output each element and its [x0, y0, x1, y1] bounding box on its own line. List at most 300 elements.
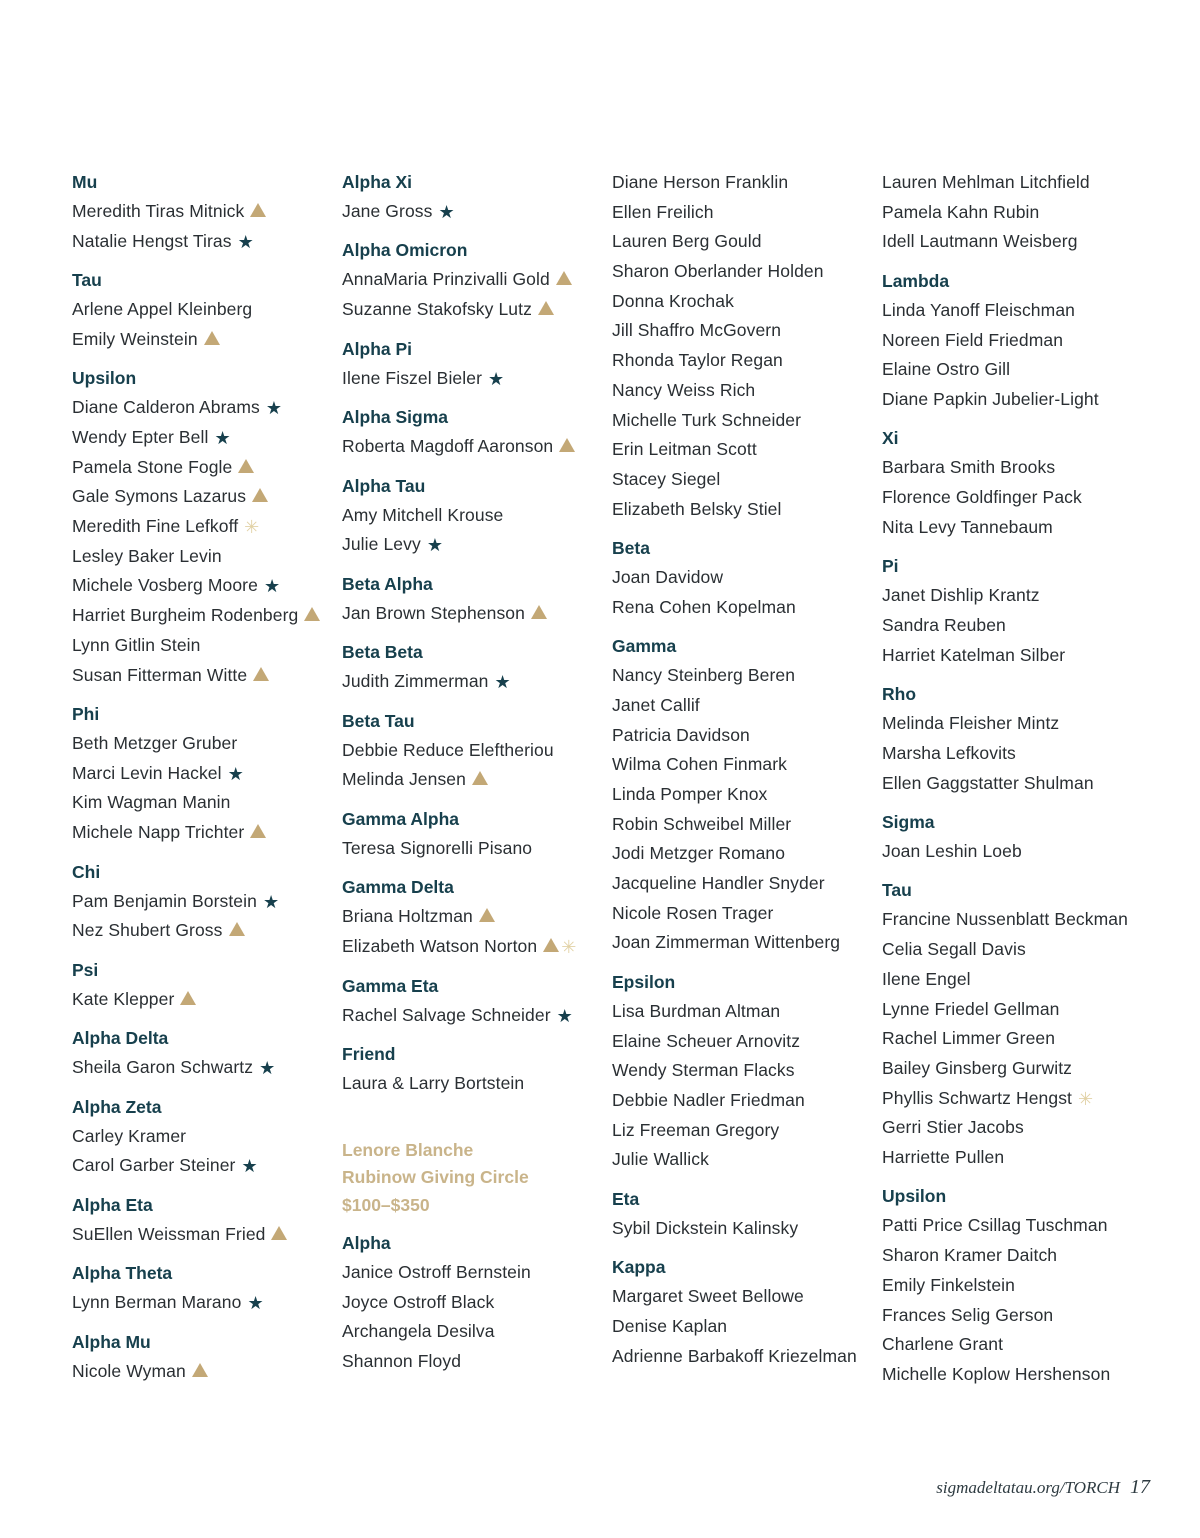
navy-star-icon: ★ [426, 535, 444, 556]
gold-flower-icon: ✳ [561, 937, 577, 958]
navy-star-icon: ★ [241, 1156, 258, 1177]
donor-name-text: Elaine Scheuer Arnovitz [612, 1030, 801, 1051]
donor-name [882, 168, 1144, 198]
donor-name-text: Barbara Smith Brooks [882, 457, 1056, 478]
donor-name-text: Francine Nussenblatt Beckman [882, 909, 1128, 930]
donor-name-text: Diane Calderon Abrams [72, 397, 260, 418]
donor-name [342, 1258, 604, 1288]
chapter-heading: Alpha Zeta [72, 1096, 162, 1117]
donor-name [72, 325, 334, 355]
donor-name [882, 1271, 1144, 1301]
navy-star-icon: ★ [556, 1005, 573, 1026]
donor-name-text: Idell Lautmann Weisberg [882, 231, 1078, 252]
donor-name-text: Nicole Rosen Trager [612, 902, 774, 923]
donor-name [72, 631, 334, 661]
donor-name [342, 1347, 604, 1377]
chapter-heading: Sigma [882, 811, 935, 832]
chapter-heading: Gamma Delta [342, 877, 454, 898]
donor-name [612, 227, 874, 257]
donor-name [612, 810, 874, 840]
donor-name-text: Nita Levy Tannebaum [882, 516, 1053, 537]
donor-name [342, 432, 604, 462]
chapter-heading: Pi [882, 556, 899, 577]
donor-name [612, 316, 874, 346]
chapter-heading: Upsilon [882, 1186, 947, 1207]
donor-name [342, 599, 604, 629]
donor-name-text: Lesley Baker Levin [72, 545, 222, 566]
donor-name [882, 1084, 1144, 1114]
chapter-heading: Phi [72, 704, 100, 725]
donor-name-text: Ellen Gaggstatter Shulman [882, 772, 1094, 793]
donor-name-text: Rena Cohen Kopelman [612, 596, 796, 617]
donor-name-text: Sheila Garon Schwartz [72, 1057, 254, 1078]
donor-name-text: Lynn Gitlin Stein [72, 634, 201, 655]
donor-name [612, 1056, 874, 1086]
donor-name [882, 837, 1144, 867]
donor-name [882, 1024, 1144, 1054]
donor-name [342, 197, 604, 227]
gold-triangle-icon [204, 331, 220, 345]
donor-name [882, 1143, 1144, 1173]
donor-name-text: Marci Levin Hackel [72, 762, 222, 783]
donor-name-text: Gerri Stier Jacobs [882, 1117, 1024, 1138]
donor-name [882, 355, 1144, 385]
donor-name [882, 385, 1144, 415]
chapter-heading: Eta [612, 1188, 640, 1209]
chapter-heading: Gamma Eta [342, 975, 439, 996]
donor-name-text: Wendy Epter Bell [72, 427, 209, 448]
donor-name-text: Elizabeth Watson Norton [342, 936, 538, 957]
donor-name-text: Nez Shubert Gross [72, 920, 223, 941]
donor-name [882, 1360, 1144, 1390]
donor-name [72, 1151, 334, 1181]
donor-name [72, 729, 334, 759]
chapter-heading: Alpha Sigma [342, 407, 448, 428]
donor-name-text: Nicole Wyman [72, 1360, 186, 1381]
donor-name [342, 501, 604, 531]
donor-name-text: Pamela Stone Fogle [72, 456, 233, 477]
donor-name [612, 869, 874, 899]
donor-name-text: Lynne Friedel Gellman [882, 998, 1060, 1019]
donor-name-text: Michelle Koplow Hershenson [882, 1363, 1111, 1384]
donor-name [612, 198, 874, 228]
donor-name [882, 1054, 1144, 1084]
donor-name [342, 902, 604, 932]
donor-name [882, 965, 1144, 995]
donor-name-text: Erin Leitman Scott [612, 439, 757, 460]
donor-name [612, 661, 874, 691]
donor-name-text: Margaret Sweet Bellowe [612, 1286, 804, 1307]
donor-name-text: Ilene Engel [882, 968, 971, 989]
donor-name [342, 530, 604, 560]
page-number: 17 [1130, 1476, 1150, 1498]
donor-name-text: Joyce Ostroff Black [342, 1291, 495, 1312]
column-4 [882, 168, 1144, 1390]
donor-name [612, 750, 874, 780]
donor-name-text: Sybil Dickstein Kalinsky [612, 1217, 799, 1238]
gold-triangle-icon [253, 667, 269, 681]
donor-name [882, 739, 1144, 769]
donor-name [342, 932, 604, 962]
donor-name [882, 1241, 1144, 1271]
donor-name-text: SuEllen Weissman Fried [72, 1223, 266, 1244]
donor-name-text: Kim Wagman Manin [72, 792, 231, 813]
chapter-heading: Alpha Eta [72, 1194, 153, 1215]
donor-name-text: Suzanne Stakofsky Lutz [342, 299, 532, 320]
donor-name-text: Archangela Desilva [342, 1321, 495, 1342]
donor-name [72, 916, 334, 946]
donor-name-text: Joan Zimmerman Wittenberg [612, 932, 841, 953]
giving-circle-title: $100–$350 [342, 1194, 430, 1215]
donor-name [612, 287, 874, 317]
chapter-heading: Alpha Delta [72, 1028, 169, 1049]
donor-name [882, 453, 1144, 483]
donor-name-text: Janet Callif [612, 694, 700, 715]
donor-name-text: Florence Goldfinger Pack [882, 487, 1082, 508]
donor-name-text: Julie Wallick [612, 1149, 709, 1170]
donor-name-text: Nancy Weiss Rich [612, 379, 756, 400]
donor-name-text: Emily Weinstein [72, 328, 198, 349]
donor-name [342, 667, 604, 697]
donor-name-text: Noreen Field Friedman [882, 329, 1064, 350]
donor-name [72, 661, 334, 691]
donor-name [612, 899, 874, 929]
chapter-heading: Beta [612, 538, 650, 559]
column-2 [342, 168, 604, 1377]
donor-name [612, 1027, 874, 1057]
chapter-heading: Tau [72, 270, 102, 291]
chapter-heading: Beta Beta [342, 642, 423, 663]
giving-circle-title: Lenore Blanche [342, 1139, 474, 1160]
navy-star-icon: ★ [262, 891, 280, 912]
donor-name-text: Sharon Kramer Daitch [882, 1245, 1058, 1266]
navy-star-icon: ★ [265, 398, 283, 419]
chapter-heading: Chi [72, 861, 101, 882]
gold-triangle-icon [252, 488, 268, 502]
donor-name [72, 1288, 334, 1318]
donor-name-text: Carley Kramer [72, 1125, 187, 1146]
gold-triangle-icon [304, 607, 320, 621]
donor-name-text: Meredith Tiras Mitnick [72, 201, 245, 221]
donor-name-text: Emily Finkelstein [882, 1274, 1015, 1295]
donor-name [882, 326, 1144, 356]
donor-name [342, 736, 604, 766]
donor-name-text: Lauren Mehlman Litchfield [882, 172, 1090, 192]
gold-triangle-icon [192, 1363, 208, 1377]
page-footer [936, 1476, 1150, 1499]
donor-name [882, 1211, 1144, 1241]
donor-name-text: Beth Metzger Gruber [72, 733, 238, 754]
chapter-heading: Alpha Omicron [342, 240, 468, 261]
donor-name-text: Elaine Ostro Gill [882, 359, 1011, 380]
donor-name-text: Carol Garber Steiner [72, 1155, 236, 1176]
donor-name-text: Bailey Ginsberg Gurwitz [882, 1057, 1073, 1078]
donor-name-text: Lisa Burdman Altman [612, 1000, 781, 1021]
donor-name [882, 709, 1144, 739]
gold-triangle-icon [543, 938, 559, 952]
donor-name-text: Robin Schweibel Miller [612, 813, 792, 834]
donor-name-text: Natalie Hengst Tiras [72, 230, 232, 251]
donor-name-text: AnnaMaria Prinzivalli Gold [342, 269, 550, 290]
gold-triangle-icon [250, 203, 266, 217]
donor-name-text: Celia Segall Davis [882, 939, 1026, 960]
donor-name [612, 593, 874, 623]
donor-name-text: Charlene Grant [882, 1334, 1004, 1355]
donor-name [882, 611, 1144, 641]
donor-name [882, 995, 1144, 1025]
donor-name [72, 197, 334, 227]
donor-name [612, 928, 874, 958]
donor-name [72, 295, 334, 325]
donor-name [882, 641, 1144, 671]
chapter-heading: Upsilon [72, 368, 137, 389]
gold-triangle-icon [472, 771, 488, 785]
donor-name [612, 376, 874, 406]
donor-name [342, 1288, 604, 1318]
donor-name [882, 905, 1144, 935]
chapter-heading: Mu [72, 172, 98, 192]
donor-name-text: Laura & Larry Bortstein [342, 1073, 525, 1094]
donor-name [612, 465, 874, 495]
donor-name-text: Gale Symons Lazarus [72, 486, 247, 507]
donor-name-text: Arlene Appel Kleinberg [72, 299, 253, 320]
chapter-heading: Lambda [882, 270, 950, 291]
donor-name-text: Amy Mitchell Krouse [342, 504, 504, 525]
donor-name [342, 265, 604, 295]
donor-name-text: Patti Price Csillag Tuschman [882, 1215, 1108, 1236]
donor-name-text: Adrienne Barbakoff Kriezelman [612, 1345, 857, 1366]
chapter-heading: Xi [882, 428, 899, 449]
gold-triangle-icon [538, 301, 554, 315]
donor-name [612, 406, 874, 436]
donor-name-text: Marsha Lefkovits [882, 742, 1016, 763]
donor-name-text: Julie Levy [342, 534, 421, 555]
donor-name [612, 1214, 874, 1244]
donor-name-text: Jill Shaffro McGovern [612, 320, 782, 341]
donor-name [72, 818, 334, 848]
donor-name [612, 435, 874, 465]
navy-star-icon: ★ [263, 576, 281, 597]
gold-flower-icon: ✳ [1078, 1088, 1094, 1109]
donor-name-text: Lauren Berg Gould [612, 231, 762, 252]
donor-name [882, 1330, 1144, 1360]
donor-name [612, 1116, 874, 1146]
donor-name-text: Liz Freeman Gregory [612, 1119, 780, 1140]
chapter-heading: Alpha Pi [342, 338, 413, 359]
chapter-heading: Epsilon [612, 971, 676, 992]
donor-name-text: Melinda Jensen [342, 769, 466, 790]
donor-name-text: Denise Kaplan [612, 1315, 728, 1336]
donor-name-text: Shannon Floyd [342, 1351, 462, 1372]
donor-name [612, 997, 874, 1027]
donor-name [72, 601, 334, 631]
donor-name [72, 571, 334, 601]
donor-name-text: Patricia Davidson [612, 724, 750, 745]
donor-name [72, 542, 334, 572]
donor-name-text: Rachel Limmer Green [882, 1028, 1056, 1049]
gold-triangle-icon [250, 824, 266, 838]
donor-name [72, 759, 334, 789]
column-3 [612, 168, 874, 1371]
donor-name [882, 483, 1144, 513]
donor-name [612, 1342, 874, 1372]
donor-name [72, 788, 334, 818]
chapter-heading: Friend [342, 1044, 396, 1065]
donor-name [882, 198, 1144, 228]
donor-name-text: Linda Pomper Knox [612, 783, 768, 804]
donor-name-text: Wilma Cohen Finmark [612, 754, 787, 775]
donor-name-text: Michelle Turk Schneider [612, 409, 802, 430]
donor-name [342, 834, 604, 864]
giving-circle-title: Rubinow Giving Circle [342, 1167, 529, 1188]
column-1 [72, 168, 334, 1387]
donor-name-text: Jacqueline Handler Snyder [612, 873, 825, 894]
donor-name-text: Meredith Fine Lefkoff [72, 516, 239, 537]
donor-name-text: Ellen Freilich [612, 201, 714, 222]
donor-name-text: Jan Brown Stephenson [342, 602, 525, 623]
donor-name-text: Frances Selig Gerson [882, 1304, 1054, 1325]
chapter-heading: Alpha Theta [72, 1263, 173, 1284]
donor-name-text: Donna Krochak [612, 290, 734, 311]
gold-triangle-icon [559, 438, 575, 452]
gold-triangle-icon [180, 991, 196, 1005]
donor-name-text: Sandra Reuben [882, 614, 1006, 635]
donor-name-text: Michele Vosberg Moore [72, 575, 258, 596]
donor-name [612, 1086, 874, 1116]
donor-name-text: Janet Dishlip Krantz [882, 585, 1040, 606]
donor-name [342, 1069, 604, 1099]
donor-name-text: Ilene Fiszel Bieler [342, 367, 483, 388]
chapter-heading: Beta Alpha [342, 573, 433, 594]
chapter-heading: Alpha Mu [72, 1331, 151, 1352]
donor-name-text: Rachel Salvage Schneider [342, 1004, 551, 1025]
donor-name-text: Wendy Sterman Flacks [612, 1060, 795, 1081]
donor-name [612, 257, 874, 287]
donor-name-text: Sharon Oberlander Holden [612, 261, 824, 282]
donor-name [72, 512, 334, 542]
donor-name [342, 1317, 604, 1347]
donor-name [72, 1220, 334, 1250]
navy-star-icon: ★ [214, 428, 231, 449]
navy-star-icon: ★ [247, 1293, 264, 1314]
donor-name [72, 482, 334, 512]
donor-name-text: Harriet Katelman Silber [882, 644, 1066, 665]
donor-name [72, 887, 334, 917]
donor-name [882, 769, 1144, 799]
gold-triangle-icon [229, 922, 245, 936]
donor-name-text: Roberta Magdoff Aaronson [342, 436, 554, 457]
donor-name-text: Diane Papkin Jubelier-Light [882, 388, 1099, 409]
navy-star-icon: ★ [438, 202, 455, 222]
donor-name [612, 691, 874, 721]
donor-name [72, 423, 334, 453]
donor-name-text: Pam Benjamin Borstein [72, 890, 257, 911]
donor-name [882, 935, 1144, 965]
donor-name-text: Phyllis Schwartz Hengst [882, 1087, 1073, 1108]
donor-name [612, 721, 874, 751]
donor-name-text: Lynn Berman Marano [72, 1292, 242, 1313]
chapter-heading: Tau [882, 880, 912, 901]
donor-name [72, 453, 334, 483]
donor-name [882, 227, 1144, 257]
donor-name [342, 765, 604, 795]
donor-name [612, 839, 874, 869]
navy-star-icon: ★ [237, 231, 254, 252]
donor-name [882, 1113, 1144, 1143]
donor-name-text: Rhonda Taylor Regan [612, 350, 783, 371]
donor-name [342, 1001, 604, 1031]
gold-triangle-icon [556, 271, 572, 285]
donor-name [882, 1301, 1144, 1331]
donor-name [342, 295, 604, 325]
donor-name [72, 393, 334, 423]
chapter-heading: Kappa [612, 1257, 666, 1278]
donor-name [72, 227, 334, 257]
donor-name-text: Michele Napp Trichter [72, 822, 245, 843]
donor-name-text: Debbie Reduce Eleftheriou [342, 739, 554, 760]
donor-name [72, 985, 334, 1015]
donor-name [612, 1282, 874, 1312]
navy-star-icon: ★ [488, 368, 505, 389]
donor-name-text: Joan Davidow [612, 567, 724, 588]
donor-name-text: Teresa Signorelli Pisano [342, 837, 533, 858]
donor-name [612, 1312, 874, 1342]
donor-name-text: Joan Leshin Loeb [882, 840, 1022, 861]
donor-name-text: Debbie Nadler Friedman [612, 1089, 805, 1110]
donor-name [612, 346, 874, 376]
chapter-heading: Rho [882, 684, 917, 705]
chapter-heading: Psi [72, 959, 99, 980]
donor-name-text: Melinda Fleisher Mintz [882, 713, 1060, 734]
navy-star-icon: ★ [494, 672, 511, 693]
chapter-heading: Gamma Alpha [342, 808, 460, 829]
donor-name-text: Elizabeth Belsky Stiel [612, 498, 782, 519]
donor-name [612, 1145, 874, 1175]
donor-name-text: Harriet Burgheim Rodenberg [72, 605, 299, 626]
donor-name [882, 581, 1144, 611]
donor-name-text: Nancy Steinberg Beren [612, 665, 796, 686]
gold-triangle-icon [531, 605, 547, 619]
donor-name-text: Judith Zimmerman [342, 671, 489, 692]
chapter-heading: Beta Tau [342, 710, 415, 731]
donor-name-text: Linda Yanoff Fleischman [882, 299, 1075, 320]
chapter-heading: Alpha Xi [342, 172, 413, 192]
donor-name-text: Kate Klepper [72, 988, 175, 1009]
donor-name [882, 296, 1144, 326]
donor-name-text: Janice Ostroff Bernstein [342, 1262, 531, 1283]
donor-name-text: Susan Fitterman Witte [72, 664, 248, 685]
donor-name [612, 780, 874, 810]
donor-name [342, 364, 604, 394]
donor-name [72, 1053, 334, 1083]
donor-name-text: Stacey Siegel [612, 468, 721, 489]
gold-triangle-icon [271, 1226, 287, 1240]
donor-name-text: Briana Holtzman [342, 906, 473, 927]
donor-name-text: Harriette Pullen [882, 1146, 1005, 1167]
donor-name [612, 495, 874, 525]
chapter-heading: Alpha Tau [342, 475, 426, 496]
donor-name [72, 1357, 334, 1387]
donor-name-text: Diane Herson Franklin [612, 172, 789, 192]
gold-triangle-icon [238, 459, 254, 473]
donor-name [612, 563, 874, 593]
donor-name-text: Pamela Kahn Rubin [882, 201, 1040, 222]
donor-name [882, 513, 1144, 543]
donor-name-text: Jodi Metzger Romano [612, 843, 786, 864]
footer-site: sigmadeltatau.org/TORCH [936, 1478, 1120, 1497]
gold-flower-icon: ✳ [244, 517, 260, 538]
donor-name [72, 1122, 334, 1152]
